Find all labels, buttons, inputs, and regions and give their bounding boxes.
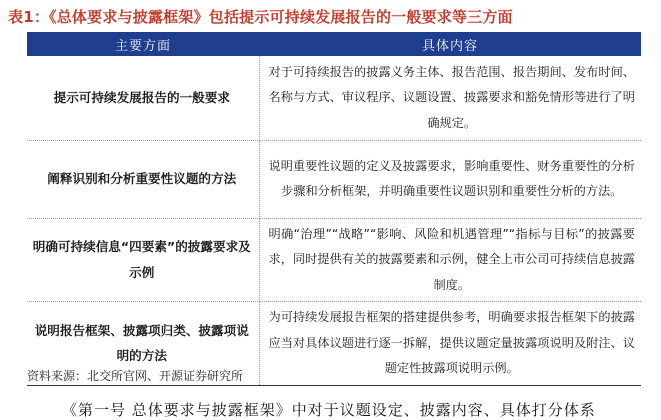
row-content: 为可持续发展报告框架的搭建提供参考，明确要求报告框架下的披露应当对具体议题进行逐一拆解，提供议题定量披露项说明及附注、议题定性披露项说明示例。 (259, 302, 641, 386)
source-note: 资料来源：北交所官网、开源证券研究所 (27, 369, 244, 383)
body-text-fragment: 《第一号 总体要求与披露框架》中对于议题设定、披露内容、具体打分体系 (62, 401, 596, 419)
table-caption: 表1：《总体要求与披露框架》包括提示可持续发展报告的一般要求等三方面 (8, 8, 513, 26)
requirements-table (27, 32, 641, 386)
row-content: 明确“治理”“战略”“影响、风险和机遇管理”“指标与目标”的披露要求，同时提供有关的披露要素和示例，健全上市公司可持续信息披露制度。 (259, 218, 641, 302)
table-row (27, 140, 641, 218)
table-row (27, 56, 641, 140)
table-row (27, 218, 641, 302)
row-aspect: 说明报告框架、披露项归类、披露项说明的方法 (27, 302, 259, 386)
row-aspect: 阐释识别和分析重要性议题的方法 (27, 140, 259, 218)
row-content: 说明重要性议题的定义及披露要求，影响重要性、财务重要性的分析步骤和分析框架，并明确重要性议题识别和重要性分析的方法。 (259, 140, 641, 218)
row-aspect: 明确可持续信息“四要素”的披露要求及示例 (27, 218, 259, 302)
row-content: 对于可持续报告的披露义务主体、报告范围、报告期间、发布时间、名称与方式、审议程序、议题设置、披露要求和豁免情形等进行了明确规定。 (259, 56, 641, 140)
header-content: 具体内容 (259, 32, 641, 56)
row-aspect: 提示可持续发展报告的一般要求 (27, 56, 259, 140)
table-header-row (27, 32, 641, 56)
header-aspect: 主要方面 (27, 32, 259, 56)
